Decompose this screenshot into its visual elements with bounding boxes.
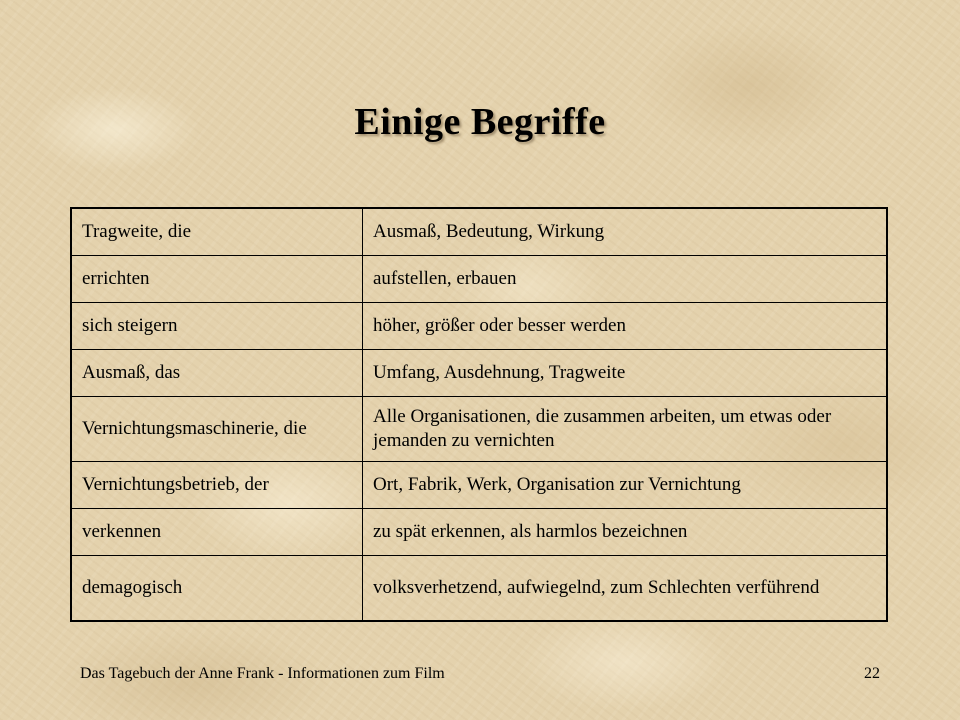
definition-cell: höher, größer oder besser werden <box>363 303 888 350</box>
term-cell: demagogisch <box>71 556 363 622</box>
vocabulary-table <box>70 207 888 622</box>
term-cell: sich steigern <box>71 303 363 350</box>
definition-cell: aufstellen, erbauen <box>363 256 888 303</box>
term-cell: Ausmaß, das <box>71 350 363 397</box>
table-row <box>71 350 887 397</box>
definition-cell: Alle Organisationen, die zusammen arbeiten, um etwas oder jemanden zu vernichten <box>363 397 888 462</box>
term-cell: Vernichtungsbetrieb, der <box>71 462 363 509</box>
footer-text: Das Tagebuch der Anne Frank - Informationen zum Film <box>80 665 445 682</box>
term-cell: Tragweite, die <box>71 208 363 256</box>
term-cell: Vernichtungsmaschinerie, die <box>71 397 363 462</box>
page-number: 22 <box>864 665 880 682</box>
table-row <box>71 256 887 303</box>
term-cell: verkennen <box>71 509 363 556</box>
table-row <box>71 397 887 462</box>
term-cell: errichten <box>71 256 363 303</box>
table-row <box>71 208 887 256</box>
page-title: Einige Begriffe <box>354 101 606 143</box>
definition-cell: volksverhetzend, aufwiegelnd, zum Schlechten verführend <box>363 556 888 622</box>
table-row <box>71 509 887 556</box>
table-row <box>71 462 887 509</box>
definition-cell: Umfang, Ausdehnung, Tragweite <box>363 350 888 397</box>
definition-cell: Ausmaß, Bedeutung, Wirkung <box>363 208 888 256</box>
table-row <box>71 303 887 350</box>
definition-cell: Ort, Fabrik, Werk, Organisation zur Vernichtung <box>363 462 888 509</box>
table-row <box>71 556 887 622</box>
definition-cell: zu spät erkennen, als harmlos bezeichnen <box>363 509 888 556</box>
